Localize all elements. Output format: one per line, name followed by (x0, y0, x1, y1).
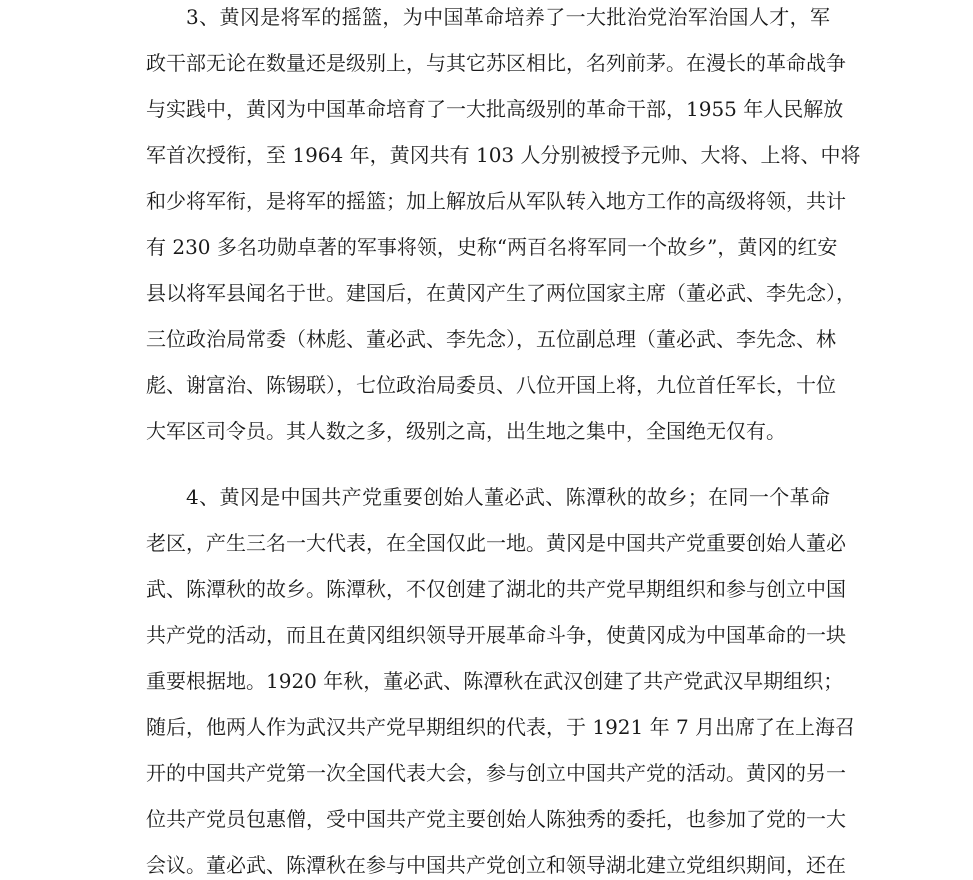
text-line: 共产党的活动，而且在黄冈组织领导开展革命斗争，使黄冈成为中国革命的一块 (146, 623, 846, 647)
text-line: 随后，他两人作为武汉共产党早期组织的代表，于 1921 年 7 月出席了在上海召 (146, 715, 856, 739)
text-line: 政干部无论在数量还是级别上，与其它苏区相比，名列前茅。在漫长的革命战争 (146, 51, 846, 75)
text-line: 彪、谢富治、陈锡联），七位政治局委员、八位开国上将，九位首任军长，十位 (146, 373, 836, 397)
text-line: 3、黄冈是将军的摇篮，为中国革命培养了一大批治党治军治国人才，军 (186, 5, 830, 29)
text-line: 老区，产生三名一大代表，在全国仅此一地。黄冈是中国共产党重要创始人董必 (146, 531, 846, 555)
text-line: 军首次授衔，至 1964 年，黄冈共有 103 人分别被授予元帅、大将、上将、中将 (146, 143, 861, 167)
text-line: 会议。董必武、陈潭秋在参与中国共产党创立和领导湖北建立党组织期间，还在 (146, 853, 846, 877)
text-line: 大军区司令员。其人数之多，级别之高，出生地之集中，全国绝无仅有。 (146, 419, 786, 443)
text-line: 和少将军衔，是将军的摇篮；加上解放后从军队转入地方工作的高级将领，共计 (146, 189, 846, 213)
text-line: 有 230 多名功勋卓著的军事将领，史称“两百名将军同一个故乡”，黄冈的红安 (146, 235, 838, 259)
text-line: 武、陈潭秋的故乡。陈潭秋，不仅创建了湖北的共产党早期组织和参与创立中国 (146, 577, 846, 601)
text-line: 位共产党员包惠僧，受中国共产党主要创始人陈独秀的委托，也参加了党的一大 (146, 807, 846, 831)
text-line: 三位政治局常委（林彪、董必武、李先念），五位副总理（董必武、李先念、林 (146, 327, 836, 351)
text-line: 4、黄冈是中国共产党重要创始人董必武、陈潭秋的故乡；在同一个革命 (186, 485, 830, 509)
text-line: 开的中国共产党第一次全国代表大会，参与创立中国共产党的活动。黄冈的另一 (146, 761, 846, 785)
text-line: 县以将军县闻名于世。建国后，在黄冈产生了两位国家主席（董必武、李先念）， (146, 281, 856, 305)
text-line: 重要根据地。1920 年秋，董必武、陈潭秋在武汉创建了共产党武汉早期组织； (146, 669, 844, 693)
text-line: 与实践中，黄冈为中国革命培育了一大批高级别的革命干部，1955 年人民解放 (146, 97, 844, 121)
